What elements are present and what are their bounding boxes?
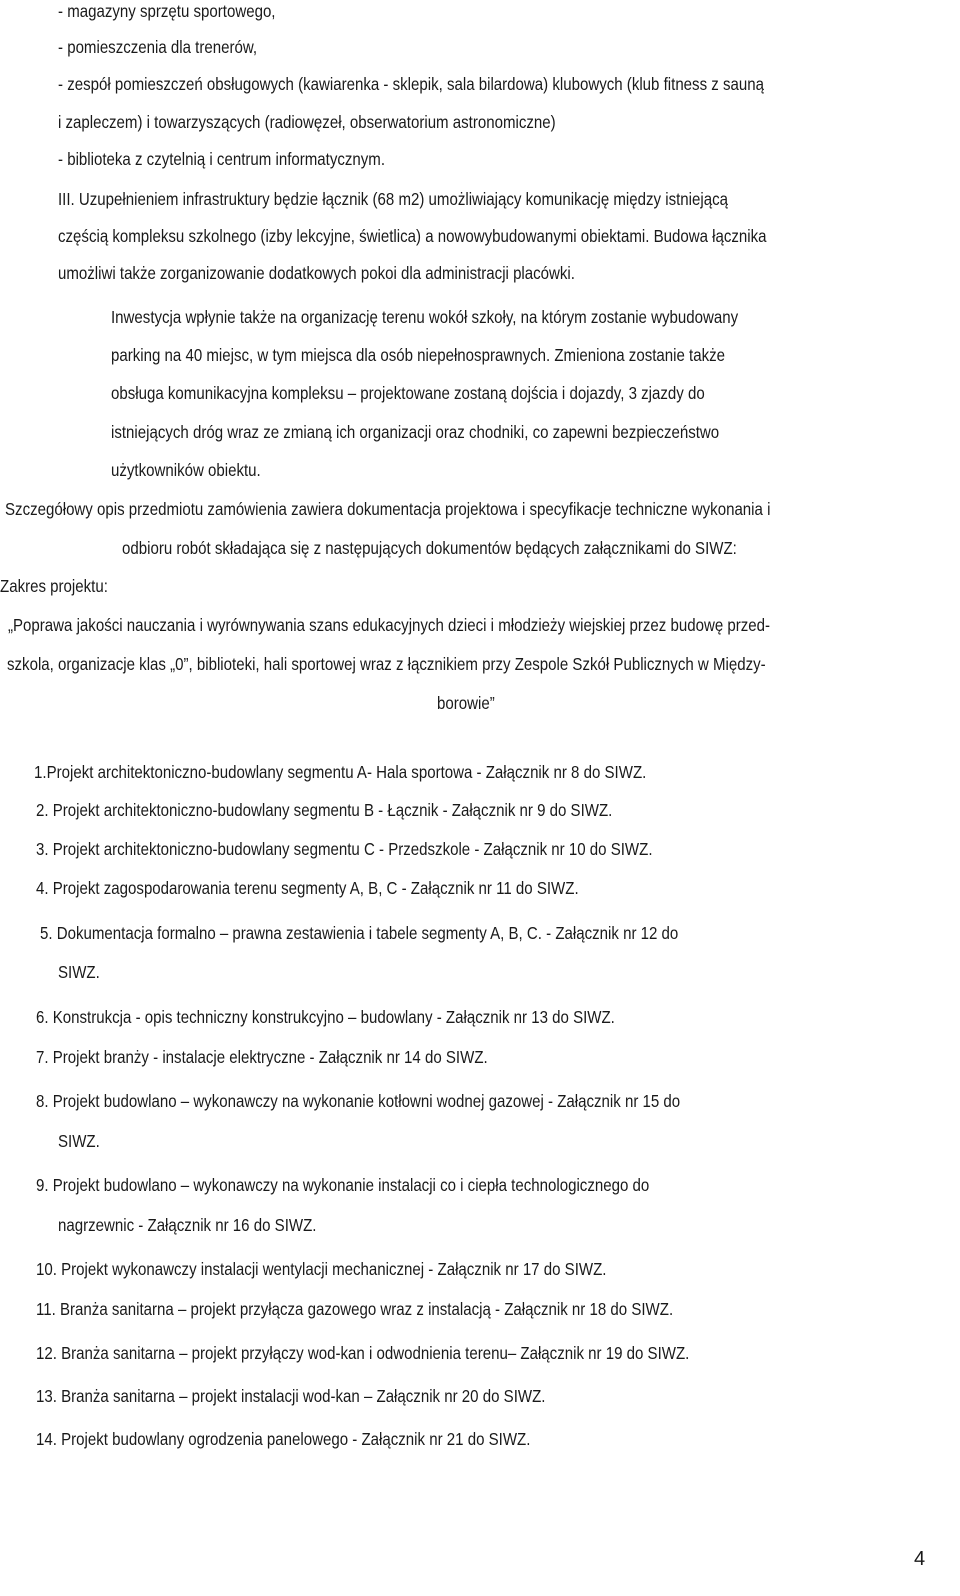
document-text: Branża sanitarna – projekt przyłączy wod-kan i odwodnienia terenu– Załącznik nr 19 do SIWZ. bbox=[61, 1343, 690, 1363]
document-number: 11. bbox=[36, 1299, 56, 1319]
document-text: Konstrukcja - opis techniczny konstrukcyjno – budowlany - Załącznik nr 13 do SIWZ. bbox=[52, 1007, 615, 1027]
document-number: 8. bbox=[36, 1091, 49, 1111]
project-title-line: borowie” bbox=[437, 693, 495, 713]
document-item bbox=[40, 922, 678, 944]
document-item bbox=[36, 1428, 530, 1450]
intro-line: - magazyny sprzętu sportowego, bbox=[58, 1, 276, 21]
document-item bbox=[36, 1385, 545, 1407]
document-continuation: SIWZ. bbox=[58, 1131, 100, 1151]
document-item bbox=[36, 1046, 488, 1068]
document-text: Projekt architektoniczno-budowlany segmentu A- Hala sportowa - Załącznik nr 8 do SIWZ. bbox=[46, 762, 647, 782]
document-item bbox=[36, 1090, 680, 1112]
page-number: 4 bbox=[914, 1548, 926, 1570]
document-text: Projekt architektoniczno-budowlany segmentu C - Przedszkole - Załącznik nr 10 do SIWZ. bbox=[52, 839, 653, 859]
section3-line: III. Uzupełnieniem infrastruktury będzie łącznik (68 m2) umożliwiający komunikację między istniejącą bbox=[58, 189, 728, 209]
document-text: Projekt wykonawczy instalacji wentylacji mechanicznej - Załącznik nr 17 do SIWZ. bbox=[61, 1259, 607, 1279]
document-text: Projekt budowlano – wykonawczy na wykonanie kotłowni wodnej gazowej - Załącznik nr 15 do bbox=[52, 1091, 681, 1111]
document-number: 9. bbox=[36, 1175, 49, 1195]
intro-line: - zespół pomieszczeń obsługowych (kawiarenka - sklepik, sala bilardowa) klubowych (klub fitness z sauną bbox=[58, 74, 765, 94]
document-text: Projekt architektoniczno-budowlany segmentu B - Łącznik - Załącznik nr 9 do SIWZ. bbox=[52, 800, 613, 820]
investment-line: użytkowników obiektu. bbox=[111, 460, 261, 480]
document-number: 10. bbox=[36, 1259, 57, 1279]
document-item bbox=[36, 1342, 689, 1364]
project-title-line: szkola, organizacje klas „0”, biblioteki, hali sportowej wraz z łącznikiem przy Zespole Szkół Publicznych w Między- bbox=[7, 654, 766, 674]
document-item bbox=[36, 1258, 606, 1280]
document-item bbox=[36, 799, 612, 821]
document-text: Projekt zagospodarowania terenu segmenty A, B, C - Załącznik nr 11 do SIWZ. bbox=[52, 878, 579, 898]
scope-label: Zakres projektu: bbox=[0, 576, 108, 596]
document-text: Projekt budowlany ogrodzenia panelowego - Załącznik nr 21 do SIWZ. bbox=[61, 1429, 531, 1449]
investment-line: parking na 40 miejsc, w tym miejsca dla osób niepełnosprawnych. Zmieniona zostanie także bbox=[111, 345, 726, 365]
scope-line: Szczegółowy opis przedmiotu zamówienia zawiera dokumentacja projektowa i specyfikacje techniczne wykonania i bbox=[5, 499, 771, 519]
project-title-line: „Poprawa jakości nauczania i wyrównywania szans edukacyjnych dzieci i młodzieży wiejskiej przez budowę przed- bbox=[8, 615, 771, 635]
document-text: Projekt budowlano – wykonawczy na wykonanie instalacji co i ciepła technologicznego do bbox=[52, 1175, 650, 1195]
document-item bbox=[36, 1006, 615, 1028]
investment-line: obsługa komunikacyjna kompleksu – projektowane zostaną dojścia i dojazdy, 3 zjazdy do bbox=[111, 383, 705, 403]
document-text: Branża sanitarna – projekt przyłącza gazowego wraz z instalacją - Załącznik nr 18 do SIWZ. bbox=[59, 1299, 674, 1319]
document-number: 7. bbox=[36, 1047, 49, 1067]
document-number: 3. bbox=[36, 839, 49, 859]
document-number: 2. bbox=[36, 800, 49, 820]
document-item bbox=[36, 877, 579, 899]
document-number: 6. bbox=[36, 1007, 49, 1027]
document-continuation: SIWZ. bbox=[58, 962, 100, 982]
document-item bbox=[36, 1174, 649, 1196]
document-number: 4. bbox=[36, 878, 49, 898]
investment-line: istniejących dróg wraz ze zmianą ich organizacji oraz chodniki, co zapewni bezpieczeństwo bbox=[111, 422, 720, 442]
document-number: 5. bbox=[40, 923, 53, 943]
document-continuation: nagrzewnic - Załącznik nr 16 do SIWZ. bbox=[58, 1215, 317, 1235]
section3-line: częścią kompleksu szkolnego (izby lekcyjne, świetlica) a nowowybudowanymi obiektami. Budowa łącznika bbox=[58, 226, 767, 246]
document-number: 12. bbox=[36, 1343, 57, 1363]
document-number: 14. bbox=[36, 1429, 57, 1449]
document-item bbox=[36, 838, 653, 860]
document-item bbox=[36, 1298, 673, 1320]
scope-line: odbioru robót składająca się z następujących dokumentów będących załącznikami do SIWZ: bbox=[122, 538, 737, 558]
intro-line: i zapleczem) i towarzyszących (radiowęzeł, obserwatorium astronomiczne) bbox=[58, 112, 556, 132]
document-number: 13. bbox=[36, 1386, 57, 1406]
intro-line: - pomieszczenia dla trenerów, bbox=[58, 37, 258, 57]
intro-line: - biblioteka z czytelnią i centrum informatycznym. bbox=[58, 149, 386, 169]
document-text: Projekt branży - instalacje elektryczne - Załącznik nr 14 do SIWZ. bbox=[52, 1047, 488, 1067]
document-text: Dokumentacja formalno – prawna zestawienia i tabele segmenty A, B, C. - Załącznik nr 12 do bbox=[56, 923, 679, 943]
document-text: Branża sanitarna – projekt instalacji wod-kan – Załącznik nr 20 do SIWZ. bbox=[61, 1386, 546, 1406]
document-item bbox=[34, 761, 646, 783]
section3-line: umożliwi także zorganizowanie dodatkowych pokoi dla administracji placówki. bbox=[58, 263, 575, 283]
investment-line: Inwestycja wpłynie także na organizację terenu wokół szkoły, na którym zostanie wybudowany bbox=[111, 307, 739, 327]
document-number: 1. bbox=[34, 762, 47, 782]
